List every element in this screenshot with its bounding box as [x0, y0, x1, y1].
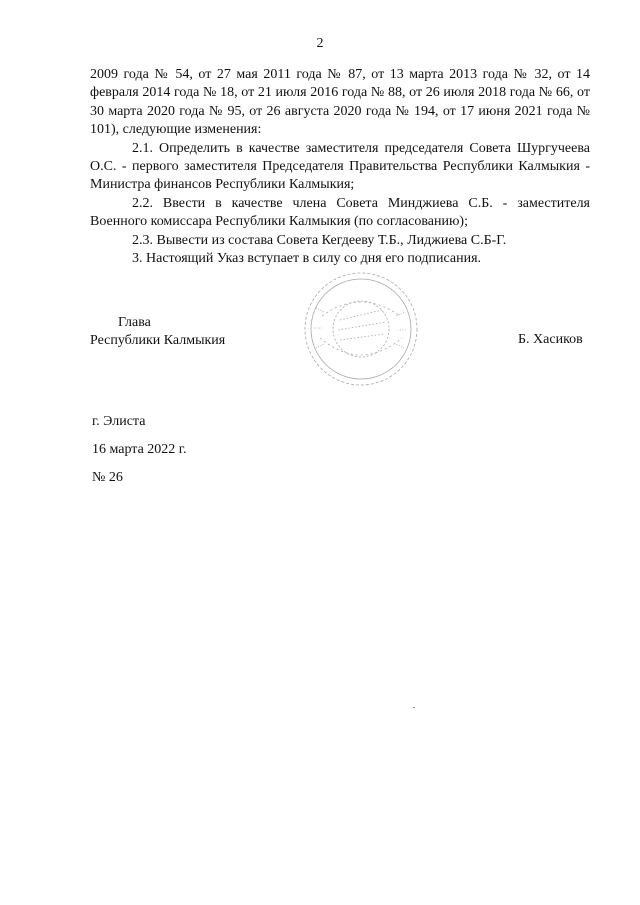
intro-paragraph: 2009 года № 54, от 27 мая 2011 года № 87, от 13 марта 2013 года № 32, от 14 февраля 2014 года № 18, от 21 июля 2016 года № 88, от 26 июля 2018 года № 66, от 30 марта 2020 года № 95, от 26 августа 2020 года № 194, от 17 июня 2021 года № 101), следующие изменения:: [90, 67, 590, 138]
issue-date: 16 марта 2022 г.: [92, 442, 187, 457]
signatory-title-line1: Глава: [118, 315, 151, 330]
signatory-title: [90, 314, 225, 351]
item-3: 3. Настоящий Указ вступает в силу со дня его подписания.: [132, 251, 482, 267]
signatory-name: Б. Хасиков: [518, 332, 583, 347]
scan-speck: [413, 707, 415, 708]
item-2-3: 2.3. Вывести из состава Совета Кегдееву Т.Б., Лиджиева С.Б-Г.: [132, 232, 507, 248]
item-2-2: 2.2. Ввести в качестве члена Совета Минджиева С.Б. - заместителя Военного комиссара Республики Калмыкия (по согласованию);: [90, 195, 590, 230]
issue-place: г. Элиста: [92, 414, 146, 429]
item-2-1: 2.1. Определить в качестве заместителя председателя Совета Шургучеева О.С. - первого заместителя Председателя Правительства Республики Калмыкия - Министра финансов Республики Калмыкия;: [90, 140, 590, 193]
document-body: [90, 66, 590, 268]
page-number: 2: [316, 36, 324, 51]
round-official-seal-icon: [300, 268, 422, 390]
signatory-title-line2: Республики Калмыкия: [90, 333, 226, 349]
decree-number: № 26: [92, 470, 123, 485]
